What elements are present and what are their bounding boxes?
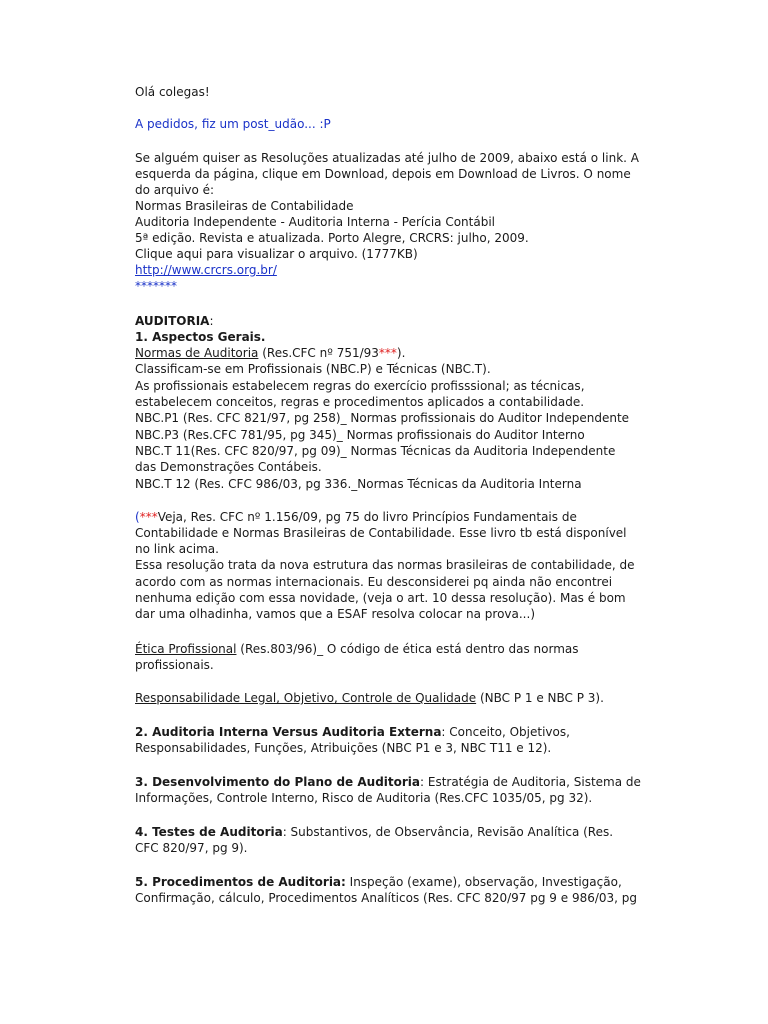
- nbc-t12-line: NBC.T 12 (Res. CFC 986/03, pg 336._Normas Técnicas da Auditoria Interna: [135, 477, 582, 491]
- auditoria-heading-colon: :: [209, 314, 214, 328]
- item5-line-2: Confirmação, cálculo, Procedimentos Analíticos (Res. CFC 820/97 pg 9 e 986/03, pg: [135, 891, 638, 905]
- download-para-line-6: 5ª edição. Revista e atualizada. Porto Alegre, CRCRS: julho, 2009.: [135, 231, 529, 245]
- download-para-line-5: Auditoria Independente - Auditoria Interna - Perícia Contábil: [135, 215, 495, 229]
- item3-row: [135, 774, 641, 790]
- intro-line: A pedidos, fiz um post_udão... :P: [135, 117, 331, 131]
- note-line-1: [135, 509, 577, 525]
- note-line-2: Contabilidade e Normas Brasileiras de Contabilidade. Esse livro tb está disponível: [135, 526, 627, 540]
- note-line-6: nenhuma edição com essa novidade, (veja o art. 10 dessa resolução). Mas é bom: [135, 591, 626, 605]
- item3-text: : Estratégia de Auditoria, Sistema de: [420, 775, 641, 789]
- crcrs-link-row: [135, 262, 277, 278]
- nbc-t11-line-2: das Demonstrações Contábeis.: [135, 460, 322, 474]
- note-line-1-text: Veja, Res. CFC nº 1.156/09, pg 75 do livro Princípios Fundamentais de: [157, 510, 577, 524]
- item4-row: [135, 824, 613, 840]
- item2-line-2: Responsabilidades, Funções, Atribuições (NBC P1 e 3, NBC T11 e 12).: [135, 741, 552, 755]
- note-line-5: acordo com as normas internacionais. Eu desconsiderei pq ainda não encontrei: [135, 575, 613, 589]
- item3-line-2: Informações, Controle Interno, Risco de Auditoria (Res.CFC 1035/05, pg 32).: [135, 791, 593, 805]
- aspectos-gerais-heading: 1. Aspectos Gerais.: [135, 330, 266, 344]
- item4-text: : Substantivos, de Observância, Revisão Analítica (Res.: [282, 825, 614, 839]
- etica-line-2: profissionais.: [135, 658, 214, 672]
- download-para-line-7: Clique aqui para visualizar o arquivo. (1777KB): [135, 247, 418, 261]
- normas-de-auditoria-link[interactable]: Normas de Auditoria: [135, 346, 259, 360]
- aspectos-gerais-heading-row: [135, 329, 265, 345]
- item3-title: 3. Desenvolvimento do Plano de Auditoria: [135, 775, 420, 789]
- stars-separator: *******: [135, 279, 177, 293]
- nbc-p1-line: NBC.P1 (Res. CFC 821/97, pg 258)_ Normas profissionais do Auditor Independente: [135, 411, 630, 425]
- nbc-t11-line-1: NBC.T 11(Res. CFC 820/97, pg 09)_ Normas Técnicas da Auditoria Independente: [135, 444, 616, 458]
- responsabilidade-row: [135, 690, 604, 706]
- note-line-7: dar uma olhadinha, vamos que a ESAF resolva colocar na prova...): [135, 607, 535, 621]
- item5-title: 5. Procedimentos de Auditoria:: [135, 875, 346, 889]
- download-para-line-3: do arquivo é:: [135, 183, 215, 197]
- auditoria-heading-row: [135, 313, 214, 329]
- normas-ref-stars: ***: [378, 346, 397, 360]
- note-line-4: Essa resolução trata da nova estrutura das normas brasileiras de contabilidade, de: [135, 558, 635, 572]
- item2-title: 2. Auditoria Interna Versus Auditoria Externa: [135, 725, 442, 739]
- classificam-line: Classificam-se em Profissionais (NBC.P) e Técnicas (NBC.T).: [135, 362, 491, 376]
- auditoria-heading: AUDITORIA: [135, 314, 210, 328]
- item5-row: [135, 874, 622, 890]
- item4-line-2: CFC 820/97, pg 9).: [135, 841, 248, 855]
- etica-profissional-link[interactable]: Ética Profissional: [135, 642, 237, 656]
- normas-ref-close: ).: [396, 346, 406, 360]
- nbc-p3-line: NBC.P3 (Res.CFC 781/95, pg 345)_ Normas profissionais do Auditor Interno: [135, 428, 585, 442]
- item2-row: [135, 724, 570, 740]
- profissionais-line-2: estabelecem conceitos, regras e procedimentos aplicados a contabilidade.: [135, 395, 585, 409]
- note-open-paren: (: [135, 510, 140, 524]
- crcrs-link[interactable]: http://www.crcrs.org.br/: [135, 263, 277, 277]
- greeting-text: Olá colegas!: [135, 85, 210, 99]
- note-line-3: no link acima.: [135, 542, 219, 556]
- etica-row: [135, 641, 579, 657]
- item5-text: Inspeção (exame), observação, Investigação,: [345, 875, 622, 889]
- download-para-line-2: esquerda da página, clique em Download, depois em Download de Livros. O nome: [135, 167, 631, 181]
- item2-text: : Conceito, Objetivos,: [441, 725, 570, 739]
- note-stars: ***: [139, 510, 158, 524]
- responsabilidade-ref: (NBC P 1 e NBC P 3).: [476, 691, 604, 705]
- item4-title: 4. Testes de Auditoria: [135, 825, 283, 839]
- download-para-line-4: Normas Brasileiras de Contabilidade: [135, 199, 354, 213]
- responsabilidade-link[interactable]: Responsabilidade Legal, Objetivo, Controle de Qualidade: [135, 691, 477, 705]
- download-para-line-1: Se alguém quiser as Resoluções atualizadas até julho de 2009, abaixo está o link. A: [135, 151, 639, 165]
- normas-de-auditoria-row: [135, 345, 405, 361]
- profissionais-line-1: As profissionais estabelecem regras do exercício profisssional; as técnicas,: [135, 379, 585, 393]
- normas-ref-text: (Res.CFC nº 751/93: [258, 346, 379, 360]
- etica-ref-text: (Res.803/96)_ O código de ética está dentro das normas: [236, 642, 579, 656]
